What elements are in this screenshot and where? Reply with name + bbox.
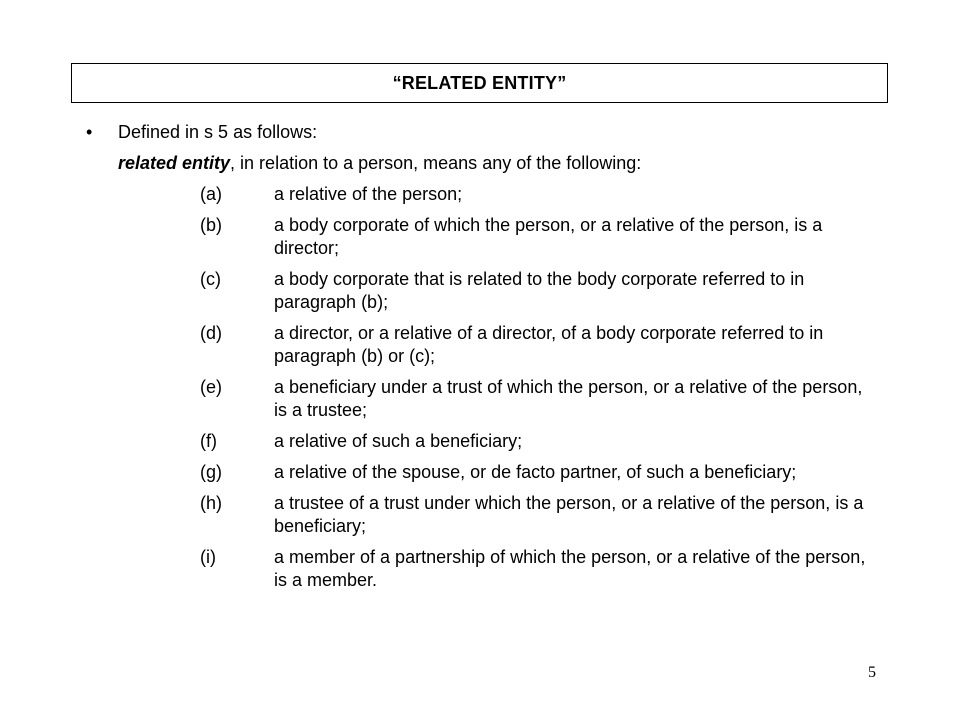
- title-box: [71, 63, 888, 103]
- item-label: (d): [200, 323, 222, 343]
- item-label: (b): [200, 215, 222, 235]
- item-label: (f): [200, 431, 217, 451]
- item-label: (i): [200, 547, 216, 567]
- definition-text: , in relation to a person, means any of the following:: [230, 153, 642, 173]
- list-item: [200, 268, 880, 314]
- item-label: (e): [200, 377, 222, 397]
- item-label: (c): [200, 269, 221, 289]
- list-item: [200, 461, 880, 484]
- item-label: (a): [200, 184, 222, 204]
- item-text: a member of a partnership of which the person, or a relative of the person, is a member.: [274, 547, 866, 590]
- item-label: (g): [200, 462, 222, 482]
- definition-list: [200, 183, 880, 600]
- item-text: a trustee of a trust under which the person, or a relative of the person, is a beneficiary;: [274, 493, 864, 536]
- item-text: a director, or a relative of a director, of a body corporate referred to in paragraph (b) or (c);: [274, 323, 824, 366]
- definition-line: [118, 153, 641, 174]
- list-item: [200, 376, 880, 422]
- list-item: [200, 430, 880, 453]
- list-item: [200, 214, 880, 260]
- item-text: a body corporate of which the person, or a relative of the person, is a director;: [274, 215, 823, 258]
- page-number: 5: [868, 664, 876, 681]
- item-label: (h): [200, 493, 222, 513]
- list-item: [200, 183, 880, 206]
- slide-title: “RELATED ENTITY”: [392, 72, 567, 93]
- item-text: a relative of such a beneficiary;: [274, 431, 523, 451]
- item-text: a relative of the person;: [274, 184, 463, 204]
- item-text: a beneficiary under a trust of which the person, or a relative of the person, is a trustee;: [274, 377, 863, 420]
- bullet-point: [86, 122, 317, 143]
- item-text: a body corporate that is related to the body corporate referred to in paragraph (b);: [274, 269, 805, 312]
- bullet-text: Defined in s 5 as follows:: [118, 122, 318, 142]
- list-item: [200, 322, 880, 368]
- item-text: a relative of the spouse, or de facto partner, of such a beneficiary;: [274, 462, 797, 482]
- list-item: [200, 546, 880, 592]
- bullet-marker: •: [86, 122, 93, 142]
- defined-term: related entity: [118, 153, 231, 173]
- list-item: [200, 492, 880, 538]
